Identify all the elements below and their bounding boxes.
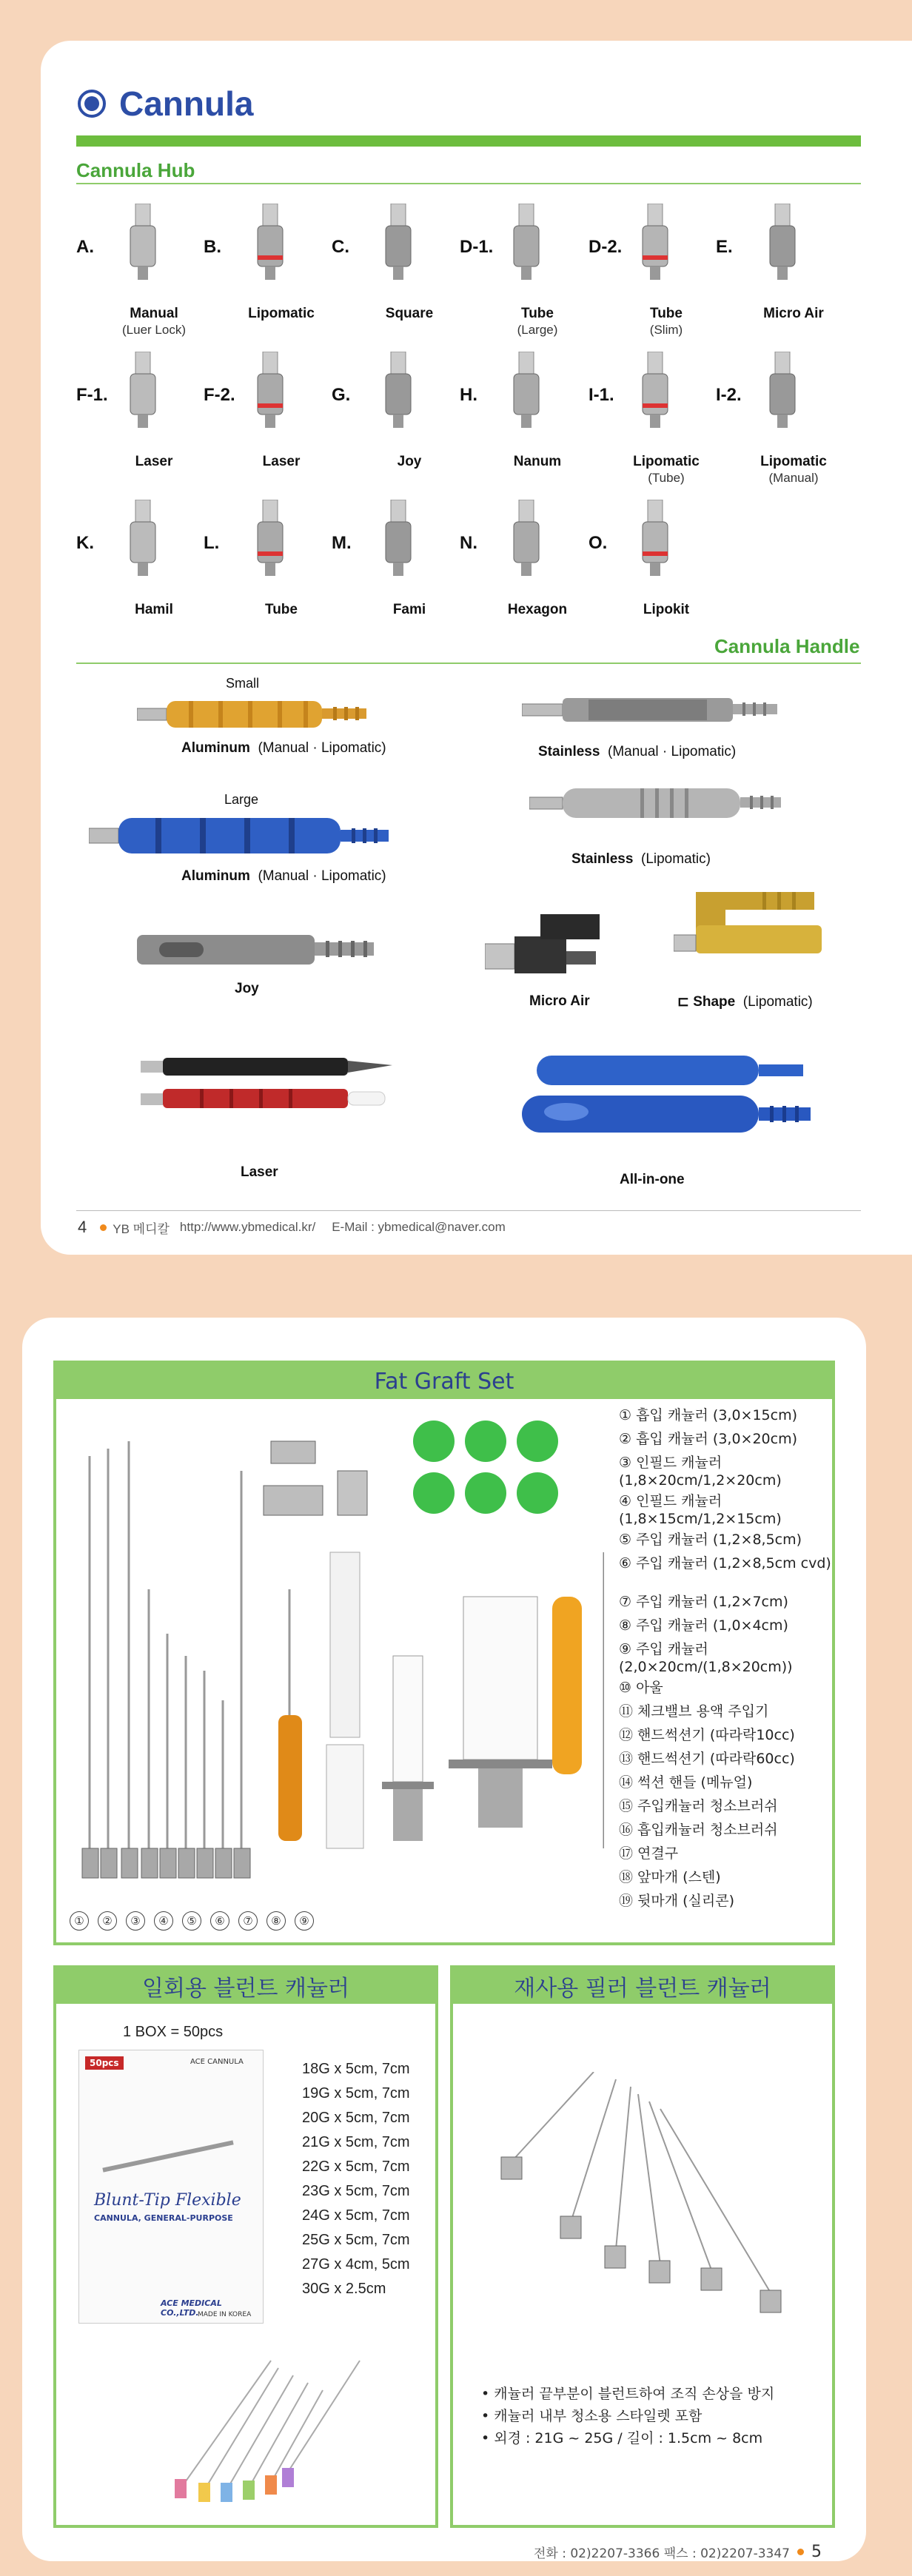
- hub-image: [508, 500, 545, 581]
- hub-name: [745, 454, 842, 486]
- hub-letter: D-1.: [460, 237, 494, 257]
- hub-subname: (Luer Lock): [122, 323, 186, 337]
- component-list-item: ⑦ 주입 캐뉼러 (1,2×7cm): [619, 1594, 788, 1610]
- micro-air-name: Micro Air: [529, 993, 590, 1009]
- stainless-grooved-handle-image: [529, 781, 796, 825]
- hub-name-text: Lipomatic: [248, 306, 315, 321]
- hub-name-text: Manual: [130, 306, 178, 321]
- stainless-1-variant: (Manual · Lipomatic): [608, 744, 737, 759]
- component-number-label: ③: [126, 1911, 145, 1931]
- hub-name-text: Laser: [135, 454, 173, 469]
- footer-dot-icon: [797, 2549, 804, 2555]
- component-number-row: [70, 1911, 314, 1931]
- size-list-item: 24G x 5cm, 7cm: [302, 2207, 410, 2224]
- hub-name: [489, 602, 586, 618]
- hub-name: [618, 454, 714, 486]
- feature-bullet: • 외경 : 21G ~ 25G / 길이 : 1.5cm ~ 8cm: [481, 2430, 763, 2446]
- hub-image: [124, 204, 161, 285]
- hub-name: [106, 602, 202, 618]
- micro-air-caption: [529, 993, 590, 1010]
- shape-caption: [677, 993, 813, 1010]
- hub-letter: I-1.: [589, 385, 614, 405]
- page-number: 5: [811, 2543, 822, 2561]
- contact-info: 전화 : 02)2207-3366 팩스 : 02)2207-3347: [533, 2546, 790, 2561]
- hub-item: [460, 492, 586, 633]
- component-number-label: ②: [98, 1911, 117, 1931]
- hub-name: [361, 602, 457, 618]
- hub-name: [489, 454, 586, 470]
- component-list-item: ⑱ 앞마개 (스텐): [619, 1869, 721, 1885]
- box-product-name: Blunt-Tip Flexible: [94, 2191, 241, 2210]
- size-list-item: 21G x 5cm, 7cm: [302, 2134, 410, 2150]
- hub-name: [489, 306, 586, 338]
- size-list-item: 27G x 4cm, 5cm: [302, 2256, 410, 2273]
- hub-name: [745, 306, 842, 322]
- reusable-cannula-panel: [450, 1965, 835, 2528]
- hub-image: [252, 500, 289, 581]
- aluminum-large-variant: (Manual · Lipomatic): [258, 868, 386, 884]
- hub-name-text: Joy: [397, 454, 422, 469]
- aluminum-small-name: Aluminum: [181, 740, 250, 756]
- all-in-one-caption: [620, 1172, 685, 1188]
- title-bullet-icon: [78, 90, 106, 118]
- large-label: Large: [224, 792, 259, 807]
- stainless-1-caption: [538, 744, 736, 760]
- hub-letter: G.: [332, 385, 351, 405]
- hub-letter: M.: [332, 533, 352, 553]
- hub-letter: D-2.: [589, 237, 623, 257]
- stainless-2-name: Stainless: [571, 851, 634, 867]
- hub-name: [233, 306, 329, 322]
- component-list-item: ⑨ 주입 캐뉼러 (2,0×20cm/(1,8×20cm)): [619, 1641, 793, 1675]
- hub-image: [508, 352, 545, 433]
- size-list-item: 22G x 5cm, 7cm: [302, 2159, 410, 2175]
- hub-name: [106, 454, 202, 470]
- component-list-item: ② 흡입 캐뉼러 (3,0×20cm): [619, 1431, 798, 1447]
- hub-letter: F-1.: [76, 385, 108, 405]
- hub-item: [460, 344, 586, 485]
- hub-image: [637, 500, 674, 581]
- hub-letter: C.: [332, 237, 349, 257]
- box-subtitle: CANNULA, GENERAL-PURPOSE: [94, 2213, 233, 2223]
- laser-handle-image: [141, 1055, 407, 1121]
- company-name: YB 메디칼: [113, 1221, 170, 1236]
- component-list-item: ⑥ 주입 캐뉼러 (1,2×8,5cm cvd): [619, 1555, 831, 1572]
- hub-image: [124, 500, 161, 581]
- page-4-footer: [78, 1218, 506, 1237]
- hub-name: [361, 306, 457, 322]
- component-list-item: ⑩ 아울: [619, 1680, 663, 1696]
- hub-name-text: Fami: [392, 602, 426, 617]
- joy-caption: [235, 981, 259, 997]
- micro-air-handle-image: [485, 914, 633, 988]
- hub-name-text: Square: [385, 306, 434, 321]
- hub-name-text: Lipomatic: [633, 454, 700, 469]
- hub-heading: Cannula Hub: [76, 159, 195, 181]
- hub-image: [380, 500, 417, 581]
- component-number-label: ⑧: [266, 1911, 286, 1931]
- box-quantity: 1 BOX = 50pcs: [123, 2024, 224, 2040]
- hub-item: [76, 196, 202, 337]
- hub-name: [233, 602, 329, 618]
- hub-name-text: Laser: [262, 454, 301, 469]
- hub-name-text: Hamil: [135, 602, 173, 617]
- aluminum-small-handle-image: [137, 692, 381, 737]
- size-list-item: 30G x 2.5cm: [302, 2281, 386, 2297]
- component-list-item: ⑤ 주입 캐뉼러 (1,2×8,5cm): [619, 1532, 802, 1548]
- box-brand: ACE CANNULA: [190, 2058, 244, 2066]
- hub-item: [332, 492, 457, 633]
- component-list-item: ⑬ 핸드썩션기 (따라락60cc): [619, 1751, 795, 1767]
- hub-letter: B.: [204, 237, 221, 257]
- hub-letter: O.: [589, 533, 608, 553]
- hub-letter: K.: [76, 533, 94, 553]
- footer-divider: [76, 1210, 861, 1211]
- hub-item: [716, 344, 842, 485]
- laser-caption: [241, 1164, 278, 1181]
- size-list-item: 25G x 5cm, 7cm: [302, 2232, 410, 2248]
- hub-image: [637, 204, 674, 285]
- hub-name-text: Micro Air: [763, 306, 824, 321]
- hub-name: [233, 454, 329, 470]
- hub-name: [361, 454, 457, 470]
- hub-name-text: Lipomatic: [760, 454, 827, 469]
- email-link[interactable]: E-Mail : ybmedical@naver.com: [332, 1220, 506, 1234]
- feature-bullet: • 캐뉼러 내부 청소용 스타일렛 포함: [481, 2408, 703, 2424]
- hub-name: [618, 602, 714, 618]
- page-number: 4: [78, 1218, 87, 1236]
- component-number-label: ④: [154, 1911, 173, 1931]
- handle-divider: [76, 663, 861, 664]
- component-list-item: ⑲ 뒷마개 (실리콘): [619, 1893, 735, 1909]
- component-number-label: ⑥: [210, 1911, 229, 1931]
- aluminum-large-handle-image: [89, 811, 400, 862]
- size-list-item: 20G x 5cm, 7cm: [302, 2110, 410, 2126]
- shape-variant: (Lipomatic): [742, 994, 813, 1010]
- hub-item: [589, 196, 714, 337]
- page-5-footer: [534, 2543, 822, 2561]
- shape-handle-image: [674, 892, 844, 981]
- component-number-label: ⑤: [182, 1911, 201, 1931]
- hub-item: [204, 196, 329, 337]
- hub-item: [332, 196, 457, 337]
- hub-divider: [76, 183, 861, 184]
- disposable-cannula-panel: [53, 1965, 438, 2528]
- component-number-label: ①: [70, 1911, 89, 1931]
- box-made-in: MADE IN KOREA: [198, 2311, 252, 2318]
- website-link[interactable]: http://www.ybmedical.kr/: [179, 1220, 316, 1234]
- small-label: Small: [226, 676, 260, 691]
- hub-subname: (Slim): [649, 323, 683, 337]
- all-in-one-name: All-in-one: [620, 1172, 685, 1187]
- feature-bullet: • 캐뉼러 끝부분이 블런트하여 조직 손상을 방지: [481, 2386, 775, 2402]
- hub-name: [618, 306, 714, 338]
- laser-name: Laser: [241, 1164, 278, 1180]
- product-box-image: [78, 2050, 264, 2324]
- hub-letter: I-2.: [716, 385, 742, 405]
- hub-item: [204, 344, 329, 485]
- component-number-label: ⑨: [295, 1911, 314, 1931]
- hub-item: [589, 344, 714, 485]
- hub-item: [76, 492, 202, 633]
- hub-item: [332, 344, 457, 485]
- joy-name: Joy: [235, 981, 259, 996]
- stainless-2-variant: (Lipomatic): [641, 851, 711, 867]
- hub-letter: H.: [460, 385, 477, 405]
- stainless-1-name: Stainless: [538, 744, 600, 759]
- hub-letter: L.: [204, 533, 220, 553]
- hub-name-text: Tube: [650, 306, 683, 321]
- hub-name-text: Nanum: [513, 454, 562, 469]
- hub-letter: A.: [76, 237, 94, 257]
- catalog-page-5: [22, 1318, 866, 2561]
- hub-image: [764, 204, 801, 285]
- box-maker: ACE MEDICAL CO.,LTD.: [161, 2298, 222, 2318]
- hub-image: [124, 352, 161, 433]
- component-list-item: ⑯ 흡입캐뉼러 청소브러쉬: [619, 1822, 778, 1838]
- hub-letter: F-2.: [204, 385, 235, 405]
- hub-image: [380, 352, 417, 433]
- all-in-one-handle-image: [522, 1051, 833, 1140]
- hub-letter: E.: [716, 237, 733, 257]
- stainless-knurled-handle-image: [522, 692, 788, 729]
- box-badge: 50pcs: [85, 2056, 124, 2070]
- disposable-cannulas-image: [138, 2331, 382, 2509]
- hub-name-text: Tube: [521, 306, 554, 321]
- aluminum-large-caption: [181, 868, 386, 885]
- component-list-item: ③ 인필드 캐뉼러 (1,8×20cm/1,2×20cm): [619, 1455, 782, 1489]
- hub-image: [508, 204, 545, 285]
- component-list-item: ① 흡입 캐뉼러 (3,0×15cm): [619, 1407, 798, 1423]
- reusable-title: 재사용 필러 블런트 캐뉼러: [453, 1968, 832, 2004]
- hub-image: [252, 352, 289, 433]
- page-title: Cannula: [119, 84, 254, 123]
- fat-graft-set-image: [64, 1404, 604, 1908]
- hub-item: [589, 492, 714, 633]
- hub-item: [76, 344, 202, 485]
- hub-subname: (Large): [517, 323, 558, 337]
- disposable-title: 일회용 블런트 캐뉼러: [56, 1968, 435, 2004]
- title-underline: [76, 135, 861, 147]
- hub-image: [637, 352, 674, 433]
- component-list-item: ⑰ 연결구: [619, 1845, 679, 1862]
- aluminum-small-variant: (Manual · Lipomatic): [258, 740, 386, 756]
- component-list-item: ⑭ 썩션 핸들 (메뉴얼): [619, 1774, 753, 1791]
- hub-subname: (Manual): [768, 471, 819, 485]
- hub-image: [380, 204, 417, 285]
- hub-subname: (Tube): [648, 471, 685, 485]
- size-list-item: 18G x 5cm, 7cm: [302, 2061, 410, 2077]
- hub-item: [460, 196, 586, 337]
- size-list-item: 23G x 5cm, 7cm: [302, 2183, 410, 2199]
- component-list-item: ⑧ 주입 캐뉼러 (1,0×4cm): [619, 1617, 788, 1634]
- box-cannula-graphic: [102, 2140, 233, 2172]
- reusable-cannulas-image: [468, 2072, 823, 2338]
- catalog-page-4: [41, 41, 912, 1255]
- component-list-item: ⑪ 체크밸브 용액 주입기: [619, 1703, 769, 1720]
- hub-image: [252, 204, 289, 285]
- component-list-item: ⑫ 핸드썩션기 (따라락10cc): [619, 1727, 795, 1743]
- component-number-label: ⑦: [238, 1911, 258, 1931]
- size-list-item: 19G x 5cm, 7cm: [302, 2085, 410, 2102]
- hub-item: [204, 492, 329, 633]
- hub-name: [106, 306, 202, 338]
- hub-name-text: Lipokit: [643, 602, 690, 617]
- component-list-item: ⑮ 주입캐뉼러 청소브러쉬: [619, 1798, 778, 1814]
- hub-item: [716, 196, 842, 337]
- page-title-row: [78, 84, 253, 124]
- hub-name-text: Tube: [265, 602, 298, 617]
- joy-handle-image: [137, 929, 389, 973]
- handle-heading: Cannula Handle: [714, 635, 860, 657]
- fat-graft-panel: [53, 1361, 835, 1945]
- fat-graft-title: Fat Graft Set: [56, 1364, 832, 1399]
- hub-letter: N.: [460, 533, 477, 553]
- shape-name: ⊏ Shape: [677, 994, 736, 1010]
- aluminum-large-name: Aluminum: [181, 868, 250, 884]
- footer-dot-icon: [100, 1224, 107, 1231]
- hub-name-text: Hexagon: [507, 602, 568, 617]
- stainless-2-caption: [571, 851, 711, 868]
- component-list-item: ④ 인필드 캐뉼러 (1,8×15cm/1,2×15cm): [619, 1493, 782, 1527]
- aluminum-small-caption: [181, 740, 386, 757]
- hub-image: [764, 352, 801, 433]
